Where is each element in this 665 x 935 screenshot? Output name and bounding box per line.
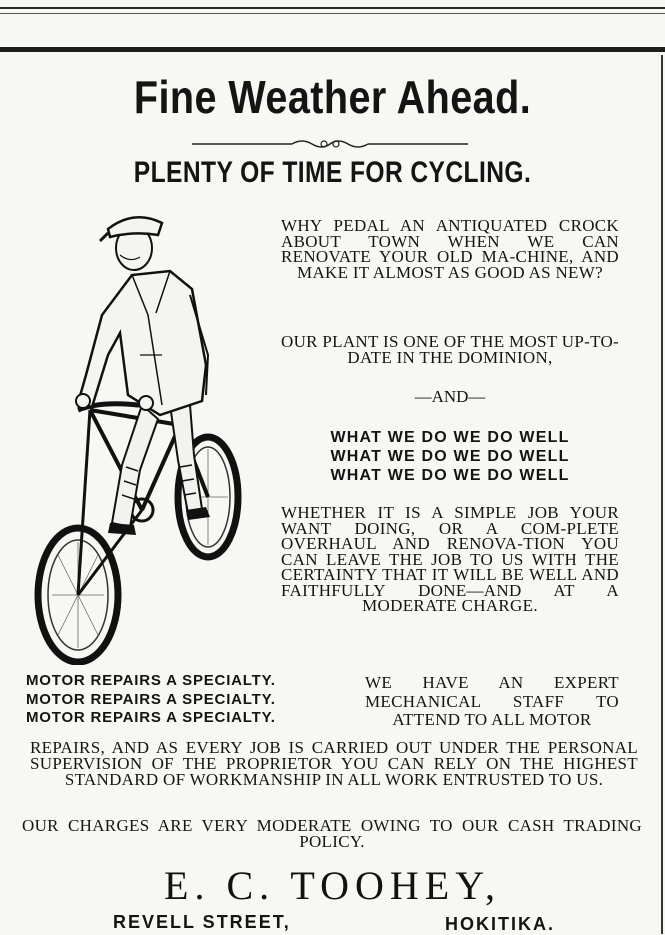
motor-line: MOTOR REPAIRS A SPECIALTY. bbox=[26, 690, 276, 708]
motor-line: MOTOR REPAIRS A SPECIALTY. bbox=[26, 672, 276, 689]
top-rule bbox=[0, 7, 665, 9]
heavy-rule bbox=[0, 47, 665, 52]
slogan-block bbox=[281, 428, 619, 485]
charges-paragraph: OUR CHARGES ARE VERY MODERATE OWING TO OUR CASH TRADING POLICY. bbox=[22, 816, 642, 851]
subheadline: PLENTY OF TIME FOR CYCLING. bbox=[133, 156, 532, 189]
headline: Fine Weather Ahead. bbox=[133, 71, 532, 123]
expert-paragraph: WE HAVE AN EXPERT MECHANICAL STAFF TO ATTEND TO ALL MOTOR bbox=[365, 673, 619, 729]
town-name: HOKITIKA. bbox=[445, 914, 555, 934]
slogan-line: WHAT WE DO WE DO WELL bbox=[330, 429, 570, 446]
cyclist-illustration bbox=[30, 205, 255, 665]
top-rule-thin bbox=[0, 13, 665, 14]
and-separator: —AND— bbox=[414, 387, 486, 406]
motor-line: MOTOR REPAIRS A SPECIALTY. bbox=[26, 709, 276, 726]
column-border bbox=[661, 55, 663, 934]
slogan-line: WHAT WE DO WE DO WELL bbox=[330, 467, 570, 484]
flourish-divider bbox=[192, 137, 468, 151]
whether-paragraph: WHETHER IT IS A SIMPLE JOB YOUR WANT DOING, OR A COM-PLETE OVERHAUL AND RENOVA-TION YOU CAN LEAVE THE JOB TO US WITH THE CERTAINTY THAT IT WILL BE WELL AND FAITHFULLY DONE—AND AT A MODERATE CHARGE. bbox=[281, 503, 619, 615]
repairs-paragraph: REPAIRS, AND AS EVERY JOB IS CARRIED OUT UNDER THE PERSONAL SUPERVISION OF THE PROPRIETOR YOU CAN RELY ON THE HIGHEST STANDARD OF WORKMANSHIP IN ALL WORK ENTRUSTED TO US. bbox=[30, 738, 638, 789]
proprietor-name: E. C. TOOHEY, bbox=[164, 863, 501, 908]
plant-paragraph: OUR PLANT IS ONE OF THE MOST UP-TO-DATE IN THE DOMINION, bbox=[281, 332, 619, 367]
motor-repairs-block bbox=[26, 672, 346, 728]
slogan-line: WHAT WE DO WE DO WELL bbox=[330, 448, 570, 465]
street-address: REVELL STREET, bbox=[113, 912, 291, 932]
intro-paragraph: WHY PEDAL AN ANTIQUATED CROCK ABOUT TOWN WHEN WE CAN RENOVATE YOUR OLD MA-CHINE, AND MAKE IT ALMOST AS GOOD AS NEW? bbox=[281, 216, 619, 282]
